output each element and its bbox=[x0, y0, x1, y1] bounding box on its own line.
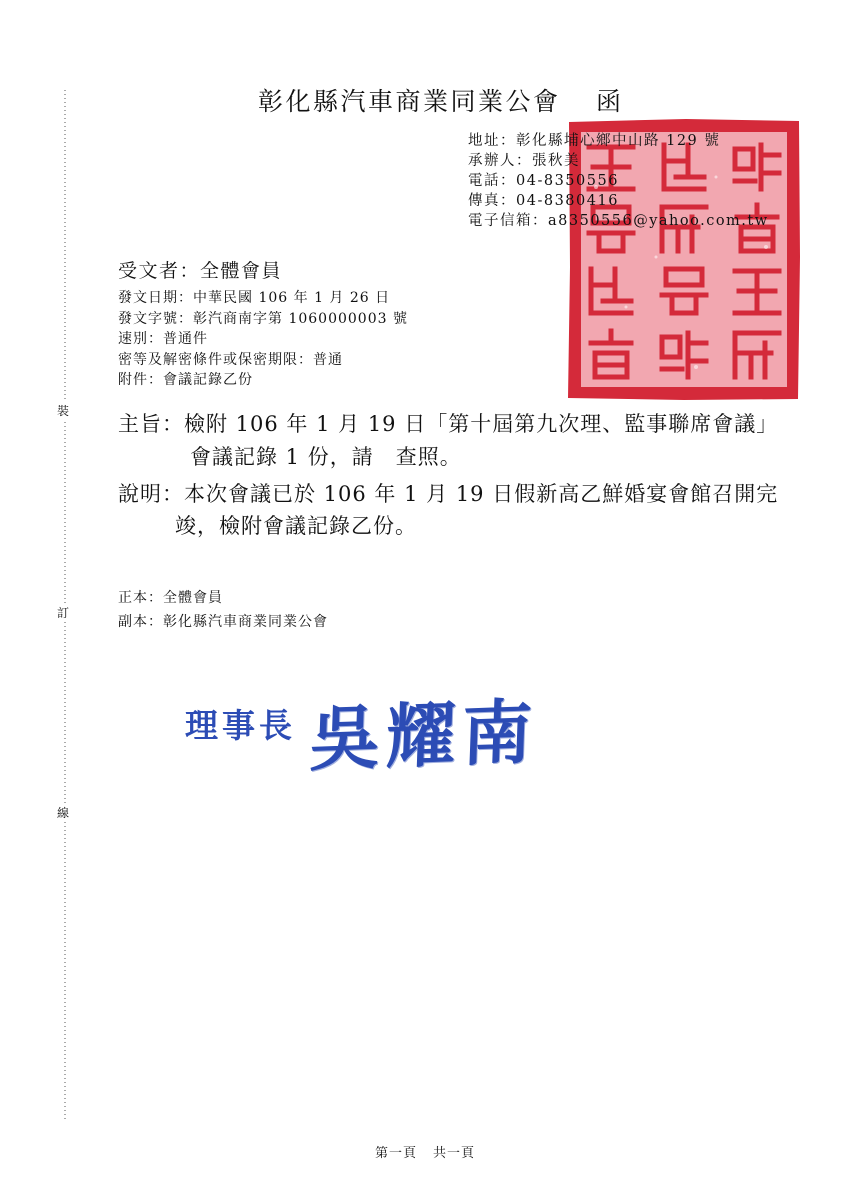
handler-line bbox=[468, 151, 769, 171]
phone-label: 電話： bbox=[468, 173, 516, 189]
recipient-value: 全體會員 bbox=[200, 260, 283, 282]
signature-name-stamp: 吳耀南 bbox=[308, 689, 540, 782]
explanation-text-2: 竣，檢附會議記錄乙份。 bbox=[175, 514, 417, 538]
subject-text-2: 會議記錄 1 份，請 查照。 bbox=[190, 445, 462, 469]
document-org-title: 彰化縣汽車商業同業公會 bbox=[258, 87, 561, 116]
distribution-list bbox=[118, 586, 328, 634]
delivery-speed-line bbox=[118, 329, 408, 350]
recipient-line bbox=[118, 256, 282, 283]
classification-label: 密等及解密條件或保密期限： bbox=[118, 351, 313, 368]
classification-line bbox=[118, 350, 408, 371]
binding-mark-xian: 線 bbox=[57, 806, 70, 820]
issuance-meta bbox=[118, 288, 408, 391]
explanation-text-1: 本次會議已於 106 年 1 月 19 日假新高乙鮮婚宴會館召開完 bbox=[184, 482, 779, 506]
delivery-speed-label: 速別： bbox=[118, 331, 163, 347]
reference-number-label: 發文字號： bbox=[118, 310, 193, 327]
attachment-value: 會議記錄乙份 bbox=[163, 372, 253, 388]
email-value: a8350556@yahoo.com.tw bbox=[548, 213, 769, 229]
phone-value: 04-8350556 bbox=[516, 173, 619, 189]
delivery-speed-value: 普通件 bbox=[163, 331, 208, 347]
original-label: 正本： bbox=[118, 590, 163, 606]
original-value: 全體會員 bbox=[163, 590, 223, 606]
issue-date-label: 發文日期： bbox=[118, 290, 193, 306]
classification-value: 普通 bbox=[313, 351, 343, 368]
reference-number-line bbox=[118, 309, 408, 330]
document-type: 函 bbox=[596, 87, 622, 116]
binding-mark-zhuang: 裝 bbox=[57, 404, 70, 418]
subject-label: 主旨： bbox=[118, 412, 184, 436]
explanation-label: 說明： bbox=[118, 482, 184, 506]
subject-line-1 bbox=[118, 408, 778, 441]
reference-number-value: 彰汽商南字第 1060000003 號 bbox=[193, 310, 408, 327]
attachment-line bbox=[118, 370, 408, 391]
fax-line bbox=[468, 191, 769, 211]
original-recipient-line bbox=[118, 586, 328, 610]
binding-mark-ding: 訂 bbox=[57, 606, 70, 620]
attachment-label: 附件： bbox=[118, 372, 163, 388]
issue-date-line bbox=[118, 288, 408, 309]
phone-line bbox=[468, 171, 769, 191]
copy-label: 副本： bbox=[118, 614, 163, 630]
issue-date-value: 中華民國 106 年 1 月 26 日 bbox=[193, 290, 391, 306]
subject-section bbox=[118, 408, 778, 474]
recipient-label: 受文者： bbox=[118, 260, 201, 282]
explanation-line-1 bbox=[118, 478, 778, 510]
email-line bbox=[468, 211, 769, 231]
handler-value: 張秋美 bbox=[532, 153, 580, 169]
fax-value: 04-8380416 bbox=[516, 193, 619, 209]
copy-recipient-line bbox=[118, 610, 328, 634]
email-label: 電子信箱： bbox=[468, 213, 548, 229]
fax-label: 傳真： bbox=[468, 193, 516, 209]
page-number: 第一頁 bbox=[375, 1146, 418, 1161]
page-footer bbox=[375, 1142, 475, 1161]
signature-title-stamp: 理事長 bbox=[185, 706, 296, 745]
address-label: 地址： bbox=[468, 133, 516, 149]
address-line bbox=[468, 131, 769, 151]
contact-block bbox=[468, 131, 769, 231]
handler-label: 承辦人： bbox=[468, 153, 532, 169]
address-value: 彰化縣埔心鄉中山路 129 號 bbox=[516, 133, 721, 149]
copy-value: 彰化縣汽車商業同業公會 bbox=[163, 614, 328, 630]
page-total: 共一頁 bbox=[433, 1146, 476, 1161]
subject-text-1: 檢附 106 年 1 月 19 日「第十屆第九次理、監事聯席會議」 bbox=[184, 412, 779, 436]
explanation-section bbox=[118, 478, 778, 542]
